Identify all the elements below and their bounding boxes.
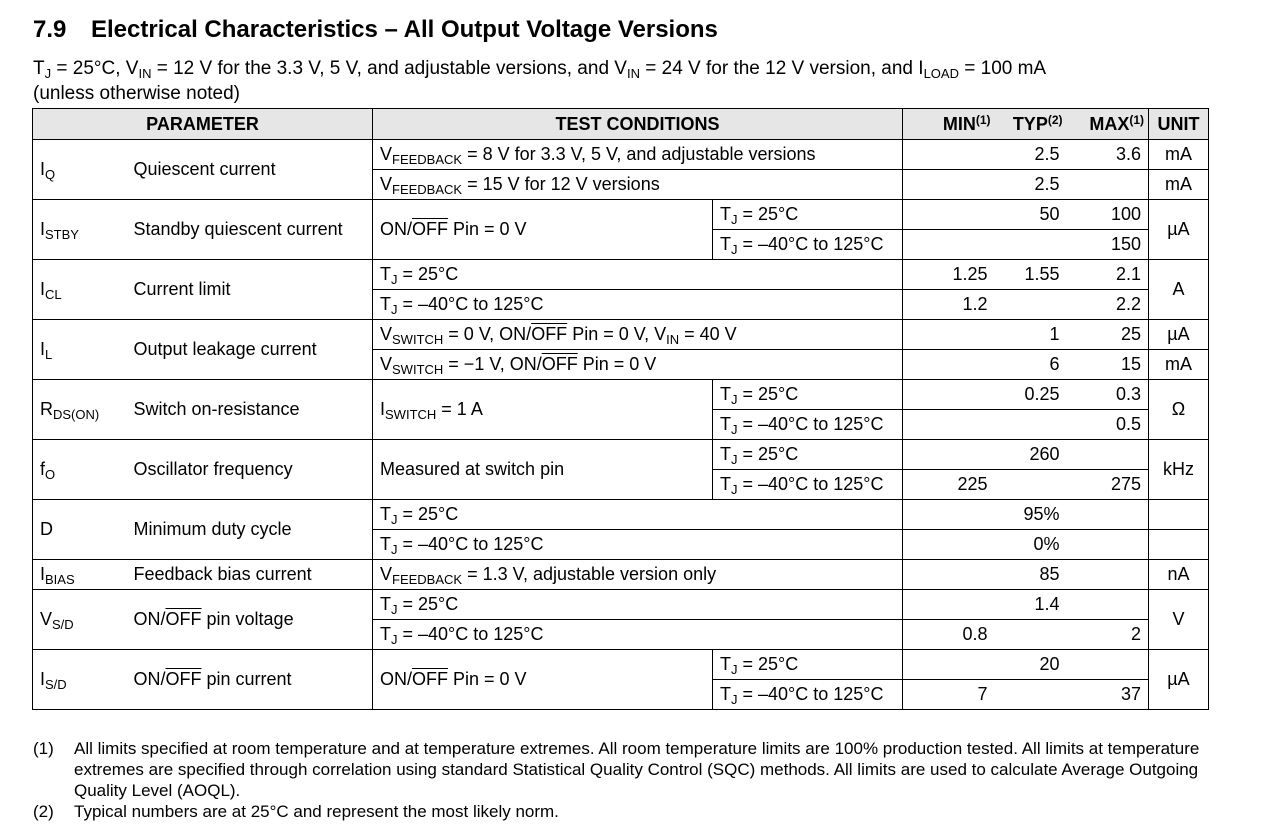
value-min [903, 200, 995, 230]
param-symbol: $I_{STBY}$ [33, 200, 127, 260]
value-typ: 2.5 [995, 140, 1067, 170]
value-min: 7 [903, 680, 995, 710]
value-typ [995, 290, 1067, 320]
value-typ [995, 230, 1067, 260]
value-min: 0.8 [903, 620, 995, 650]
value-max: 25 [1067, 320, 1149, 350]
value-max [1067, 500, 1149, 530]
value-unit: V [1149, 590, 1209, 650]
value-min [903, 320, 995, 350]
param-symbol: $R_{DS(ON)}$ [33, 380, 127, 440]
table-row [33, 650, 1209, 680]
header-parameter: PARAMETER [33, 109, 373, 140]
test-condition: $T_J = -40^\circ C$ to 125°C [373, 620, 903, 650]
value-min [903, 440, 995, 470]
table-header-row [33, 109, 1209, 140]
footnote-1 [33, 738, 1223, 801]
value-unit: Ω [1149, 380, 1209, 440]
section-title-text: Electrical Characteristics – All Output Voltage Versions [91, 16, 718, 43]
table-row [33, 260, 1209, 290]
test-sub-condition: $T_J = -40^\circ C$ to 125°C [713, 230, 903, 260]
test-condition: $T_J = 25^\circ C$ [373, 590, 903, 620]
section-number: 7.9 [33, 16, 67, 43]
test-condition: $ON/\overline{OFF}$ Pin = 0 V [373, 200, 713, 260]
value-min [903, 560, 995, 590]
value-typ: 95% [995, 500, 1067, 530]
param-symbol: $I_Q$ [33, 140, 127, 200]
value-typ: 85 [995, 560, 1067, 590]
value-max: 275 [1067, 470, 1149, 500]
param-name: Standby quiescent current [127, 200, 373, 260]
value-unit [1149, 530, 1209, 560]
value-min [903, 380, 995, 410]
param-name: Current limit [127, 260, 373, 320]
value-typ: 1 [995, 320, 1067, 350]
value-max: 2.1 [1067, 260, 1149, 290]
param-name: Output leakage current [127, 320, 373, 380]
param-symbol: D [33, 500, 127, 560]
value-min [903, 140, 995, 170]
test-condition: $ON/\overline{OFF}$ Pin = 0 V [373, 650, 713, 710]
param-name: Quiescent current [127, 140, 373, 200]
value-max: 0.5 [1067, 410, 1149, 440]
value-max: 37 [1067, 680, 1149, 710]
value-min: 1.25 [903, 260, 995, 290]
header-test-conditions: TEST CONDITIONS [373, 109, 903, 140]
value-max: 15 [1067, 350, 1149, 380]
param-symbol: $f_O$ [33, 440, 127, 500]
test-sub-condition: $T_J = 25^\circ C$ [713, 440, 903, 470]
test-conditions-note: $T_J = 25^\circ C$, $V_{IN} = 12$ V for the 3.3 V, 5 V, and adjustable versions, and $V_{IN} = 24$ V for the 12 V version, and $I_{LOAD} = 100$ mA (unless otherwise noted) [33, 58, 1047, 104]
table-row [33, 200, 1209, 230]
test-condition: $I_{SWITCH} = 1$ A [373, 380, 713, 440]
value-unit: µA [1149, 650, 1209, 710]
value-typ: 0.25 [995, 380, 1067, 410]
table-row [33, 140, 1209, 170]
param-symbol: $I_{CL}$ [33, 260, 127, 320]
value-unit: mA [1149, 140, 1209, 170]
value-max: 0.3 [1067, 380, 1149, 410]
test-sub-condition: $T_J = 25^\circ C$ [713, 380, 903, 410]
value-min: 225 [903, 470, 995, 500]
test-condition: $T_J = -40^\circ C$ to 125°C [373, 530, 903, 560]
value-typ [995, 680, 1067, 710]
value-max [1067, 560, 1149, 590]
value-typ: 1.4 [995, 590, 1067, 620]
table-row [33, 320, 1209, 350]
value-max [1067, 440, 1149, 470]
value-unit: µA [1149, 200, 1209, 260]
value-min [903, 350, 995, 380]
table-row [33, 500, 1209, 530]
test-sub-condition: $T_J = -40^\circ C$ to 125°C [713, 470, 903, 500]
value-typ: 0% [995, 530, 1067, 560]
value-max [1067, 590, 1149, 620]
test-condition: $V_{FEEDBACK} = 8$ V for 3.3 V, 5 V, and adjustable versions [373, 140, 903, 170]
value-unit: µA [1149, 320, 1209, 350]
value-unit: kHz [1149, 440, 1209, 500]
value-max: 2.2 [1067, 290, 1149, 320]
value-typ [995, 410, 1067, 440]
footnotes [33, 738, 1223, 822]
value-max [1067, 530, 1149, 560]
value-typ: 6 [995, 350, 1067, 380]
value-max: 100 [1067, 200, 1149, 230]
value-unit: A [1149, 260, 1209, 320]
value-typ [995, 470, 1067, 500]
electrical-characteristics-table [32, 108, 1209, 710]
value-min [903, 170, 995, 200]
param-name: Oscillator frequency [127, 440, 373, 500]
table-row [33, 590, 1209, 620]
test-condition: $V_{FEEDBACK} = 15$ V for 12 V versions [373, 170, 903, 200]
param-symbol: $V_{S/D}$ [33, 590, 127, 650]
header-max: MAX$^{(1)}$ [1067, 109, 1149, 140]
footnote-mark: (2) [33, 802, 54, 821]
test-condition: $V_{FEEDBACK} = 1.3$ V, adjustable version only [373, 560, 903, 590]
value-typ: 50 [995, 200, 1067, 230]
table-row [33, 380, 1209, 410]
value-unit: nA [1149, 560, 1209, 590]
value-min [903, 410, 995, 440]
value-unit: mA [1149, 350, 1209, 380]
test-condition: $T_J = -40^\circ C$ to 125°C [373, 290, 903, 320]
value-min: 1.2 [903, 290, 995, 320]
value-unit [1149, 500, 1209, 530]
test-sub-condition: $T_J = 25^\circ C$ [713, 200, 903, 230]
test-sub-condition: $T_J = 25^\circ C$ [713, 650, 903, 680]
footnote-text: All limits specified at room temperature and at temperature extremes. All room temperature limits are 100% production tested. All limits at temperature extremes are specified through correlation using standard Statistical Quality Control (SQC) methods. All limits are used to calculate Average Outgoing Quality Level (AOQL). [74, 739, 1200, 800]
footnote-mark: (1) [33, 739, 54, 758]
test-condition: $V_{SWITCH} = -1$ V, $ON/\overline{OFF}$ Pin = 0 V [373, 350, 903, 380]
footnote-2 [33, 801, 1223, 822]
value-min [903, 500, 995, 530]
value-max [1067, 650, 1149, 680]
param-symbol: $I_L$ [33, 320, 127, 380]
value-min [903, 530, 995, 560]
value-min [903, 230, 995, 260]
value-max: 150 [1067, 230, 1149, 260]
test-sub-condition: $T_J = -40^\circ C$ to 125°C [713, 410, 903, 440]
param-symbol: $I_{S/D}$ [33, 650, 127, 710]
value-max [1067, 170, 1149, 200]
param-name: $ON/\overline{OFF}$ pin voltage [127, 590, 373, 650]
test-condition: $T_J = 25^\circ C$ [373, 500, 903, 530]
header-typ: TYP$^{(2)}$ [995, 109, 1067, 140]
table-row [33, 560, 1209, 590]
test-sub-condition: $T_J = -40^\circ C$ to 125°C [713, 680, 903, 710]
value-typ: 260 [995, 440, 1067, 470]
value-typ [995, 620, 1067, 650]
param-name: Minimum duty cycle [127, 500, 373, 560]
test-condition: Measured at switch pin [373, 440, 713, 500]
section-title [33, 16, 718, 44]
value-typ: 2.5 [995, 170, 1067, 200]
value-typ: 20 [995, 650, 1067, 680]
value-max: 2 [1067, 620, 1149, 650]
param-name: Feedback bias current [127, 560, 373, 590]
test-condition: $T_J = 25^\circ C$ [373, 260, 903, 290]
header-unit: UNIT [1149, 109, 1209, 140]
value-min [903, 590, 995, 620]
param-symbol: $I_{BIAS}$ [33, 560, 127, 590]
header-min: MIN$^{(1)}$ [903, 109, 995, 140]
value-max: 3.6 [1067, 140, 1149, 170]
test-condition: $V_{SWITCH} = 0$ V, $ON/\overline{OFF}$ Pin = 0 V, $V_{IN} = 40$ V [373, 320, 903, 350]
value-min [903, 650, 995, 680]
param-name: Switch on-resistance [127, 380, 373, 440]
param-name: $ON/\overline{OFF}$ pin current [127, 650, 373, 710]
footnote-text: Typical numbers are at 25°C and represent the most likely norm. [74, 802, 559, 821]
table-row [33, 440, 1209, 470]
value-unit: mA [1149, 170, 1209, 200]
value-typ: 1.55 [995, 260, 1067, 290]
